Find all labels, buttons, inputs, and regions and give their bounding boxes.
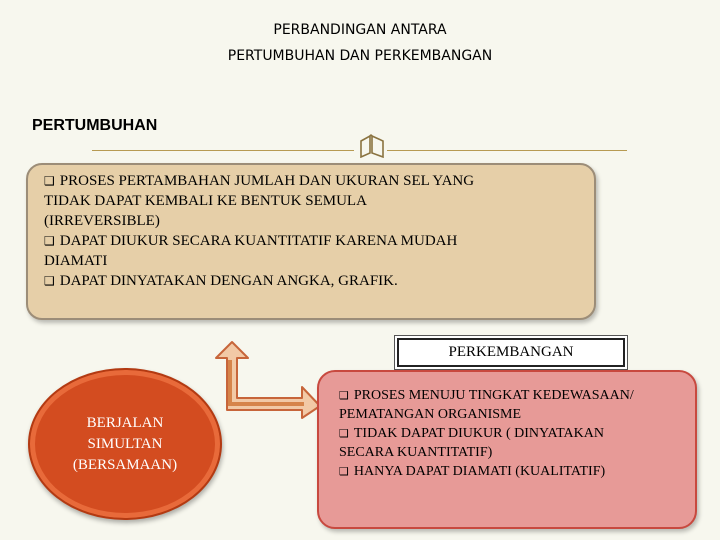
development-line: ❑ HANYA DAPAT DIAMATI (KUALITATIF) [339, 464, 606, 479]
divider-line-left [92, 150, 354, 151]
circle-text [73, 413, 177, 476]
checkbox-bullet-icon: ❑ [44, 174, 55, 188]
circle-line-3: (BERSAMAAN) [72, 456, 178, 473]
growth-heading: PERTUMBUHAN [32, 117, 158, 134]
checkbox-bullet-icon: ❑ [339, 389, 349, 402]
circle-line-2: SIMULTAN [87, 435, 163, 452]
growth-line: ❑ PROSES PERTAMBAHAN JUMLAH DAN UKURAN SEL YANG [44, 173, 475, 189]
growth-line: (IRREVERSIBLE) [44, 213, 160, 229]
double-arrow-connector-icon [192, 338, 328, 420]
circle-line-1: BERJALAN [86, 414, 164, 431]
checkbox-bullet-icon: ❑ [339, 465, 349, 478]
development-line: PEMATANGAN ORGANISME [339, 407, 522, 422]
growth-line: ❑ DAPAT DIUKUR SECARA KUANTITATIF KARENA MUDAH [44, 233, 458, 249]
growth-line: DIAMATI [44, 253, 108, 269]
checkbox-bullet-icon: ❑ [44, 274, 55, 288]
page-title-line-2: PERTUMBUHAN DAN PERKEMBANGAN [227, 47, 493, 64]
growth-line: TIDAK DAPAT KEMBALI KE BENTUK SEMULA [44, 193, 367, 209]
growth-line: ❑ DAPAT DINYATAKAN DENGAN ANGKA, GRAFIK. [44, 273, 398, 289]
page-title [0, 18, 720, 70]
checkbox-bullet-icon: ❑ [339, 427, 349, 440]
development-line: ❑ TIDAK DAPAT DIUKUR ( DINYATAKAN [339, 426, 604, 441]
development-definition-box [317, 370, 697, 529]
book-flourish-icon [358, 132, 386, 158]
development-line: SECARA KUANTITATIF) [339, 445, 493, 460]
divider-line-right [387, 150, 627, 151]
development-heading: PERKEMBANGAN [397, 338, 625, 367]
page-title-line-1: PERBANDINGAN ANTARA [273, 22, 447, 38]
growth-definition-box [26, 163, 596, 320]
simultaneous-circle [28, 368, 222, 520]
checkbox-bullet-icon: ❑ [44, 234, 55, 248]
development-line: ❑ PROSES MENUJU TINGKAT KEDEWASAAN/ [339, 388, 634, 403]
